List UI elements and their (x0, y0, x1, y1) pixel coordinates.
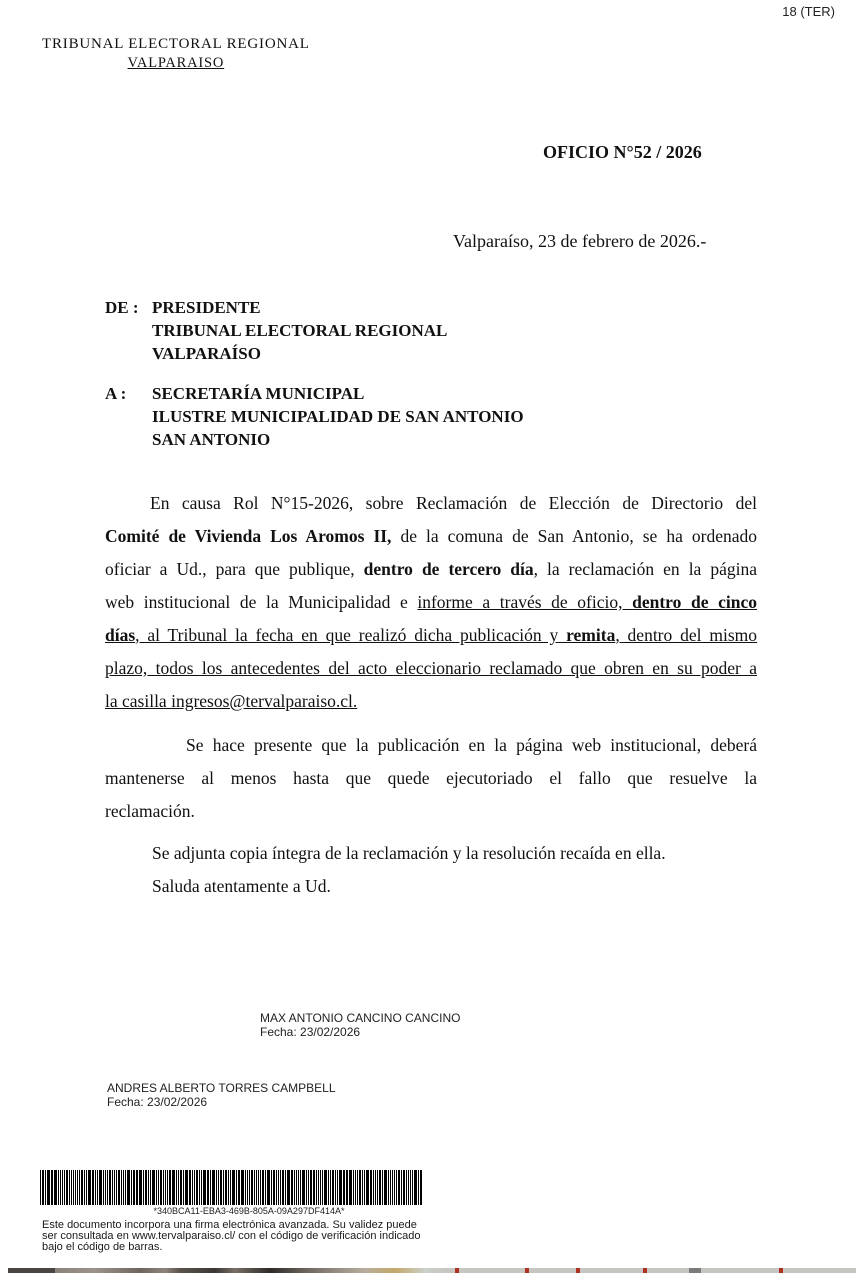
body-line: web institucional de la Municipalidad e informe a través de oficio, dentro de cinco (105, 592, 757, 612)
from-line: PRESIDENTE (152, 298, 261, 317)
from-line: TRIBUNAL ELECTORAL REGIONAL (152, 321, 448, 340)
from-block (105, 296, 447, 365)
body-line: días, al Tribunal la fecha en que realizó dicha publicación y remita, dentro del mismo (105, 625, 758, 645)
page-corner-label: 18 (TER) (782, 4, 835, 19)
to-line: SECRETARÍA MUNICIPAL (152, 384, 365, 403)
signature-block (107, 1081, 336, 1109)
body-line: En causa Rol N°15-2026, sobre Reclamación de Elección de Directorio del (150, 493, 757, 513)
body-line: Se adjunta copia íntegra de la reclamación y la resolución recaída en ella. (152, 843, 666, 863)
letter-body (105, 487, 757, 903)
body-line: oficiar a Ud., para que publique, dentro de tercero día, la reclamación en la página (105, 559, 757, 579)
signature-date: Fecha: 23/02/2026 (260, 1025, 361, 1039)
to-block (105, 382, 524, 451)
validity-note-line: bajo el código de barras. (42, 1241, 163, 1253)
body-line: la casilla ingresos@tervalparaiso.cl. (105, 691, 358, 711)
barcode (40, 1170, 458, 1205)
body-line: Comité de Vivienda Los Aromos II, de la comuna de San Antonio, se ha ordenado (105, 526, 757, 546)
body-line: Saluda atentamente a Ud. (152, 876, 331, 896)
next-page-edge-strip (0, 1268, 856, 1273)
validity-note-line: ser consultada en www.tervalparaiso.cl/ con el código de verificación indicado (42, 1230, 421, 1242)
signatory-name: ANDRES ALBERTO TORRES CAMPBELL (107, 1081, 336, 1095)
signatory-name: MAX ANTONIO CANCINO CANCINO (260, 1011, 461, 1025)
from-line: VALPARAÍSO (152, 344, 261, 363)
signature-block (260, 1011, 460, 1039)
signature-date: Fecha: 23/02/2026 (107, 1095, 208, 1109)
letterhead-org-city: VALPARAISO (127, 55, 225, 71)
validity-note-line: Este documento incorpora una firma electrónica avanzada. Su validez puede (42, 1219, 417, 1231)
body-line: Se hace presente que la publicación en la página web institucional, deberá (186, 735, 757, 755)
body-line: reclamación. (105, 801, 195, 821)
from-label: DE : (105, 298, 139, 317)
oficio-number: OFICIO N°52 / 2026 (543, 142, 702, 162)
date-line: Valparaíso, 23 de febrero de 2026.- (453, 231, 707, 251)
letterhead (42, 36, 310, 72)
to-line: ILUSTRE MUNICIPALIDAD DE SAN ANTONIO (152, 407, 524, 426)
validity-note (42, 1220, 421, 1253)
barcode-value: *340BCA11-EBA3-469B-805A-09A297DF414A* (153, 1206, 345, 1216)
to-line: SAN ANTONIO (152, 430, 271, 449)
letterhead-org-name: TRIBUNAL ELECTORAL REGIONAL (42, 36, 310, 52)
body-line: plazo, todos los antecedentes del acto eleccionario reclamado que obren en su poder a (105, 658, 757, 678)
to-label: A : (105, 384, 127, 403)
body-line: mantenerse al menos hasta que quede ejecutoriado el fallo que resuelve la (105, 768, 757, 788)
